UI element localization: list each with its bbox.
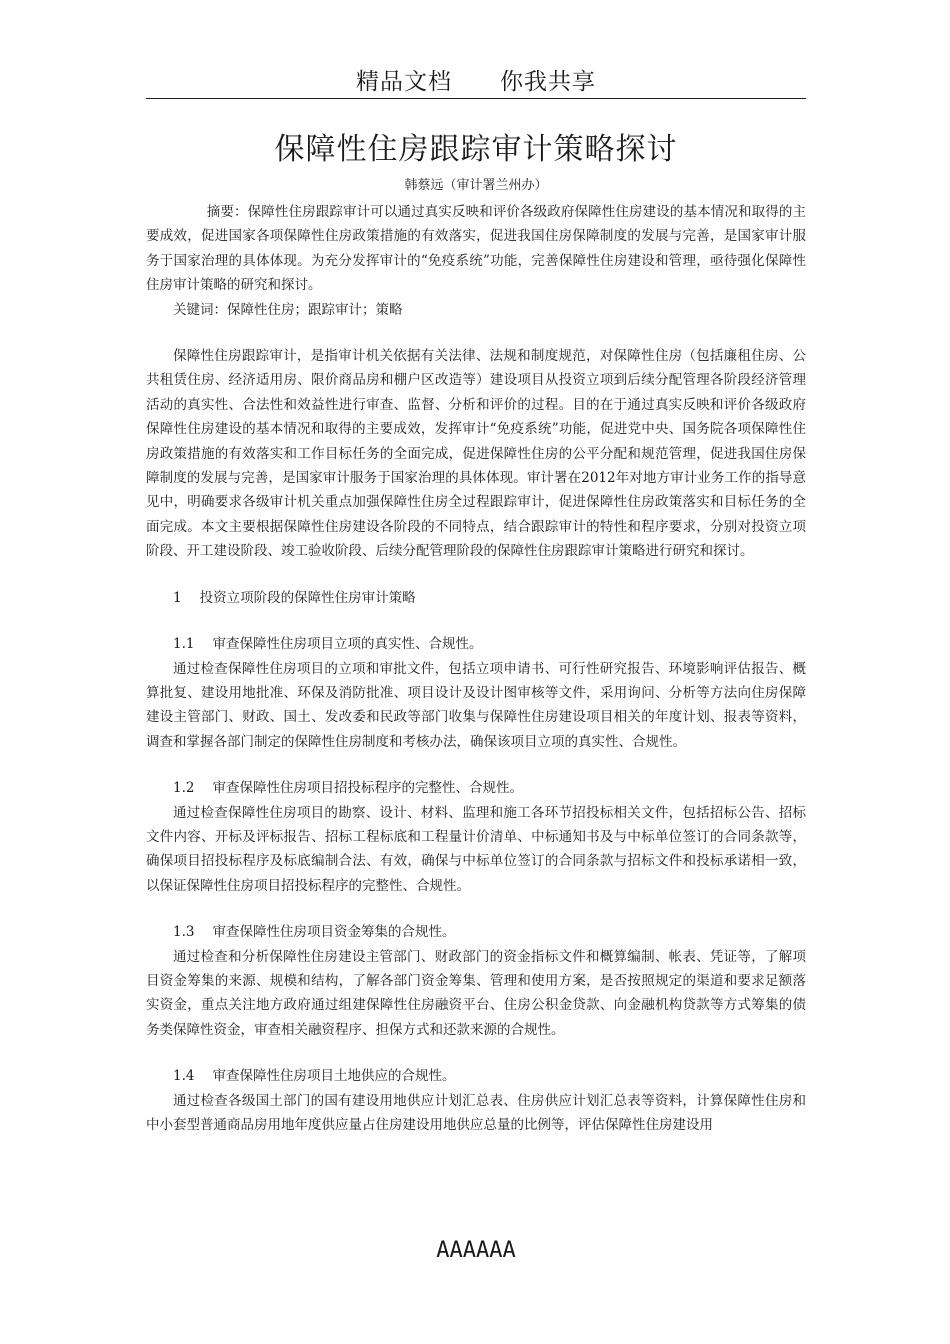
subsection-title: 审查保障性住房项目招投标程序的完整性、合规性。 [212, 780, 523, 797]
subsection-title: 审查保障性住房项目土地供应的合规性。 [212, 1068, 456, 1085]
subsection-number: 1.2 [173, 780, 195, 797]
subsection-1-1-heading [146, 632, 806, 656]
abstract-paragraph: 摘要：保障性住房跟踪审计可以通过真实反映和评价各级政府保障性住房建设的基本情况和取得的主要成效，促进国家各项保障性住房政策措施的有效落实，促进我国住房保障制度的发展与完善，是国家审计服务于国家治理的具体体现。为充分发挥审计的“免疫系统”功能，完善保障性住房建设和管理，亟待强化保障性住房审计策略的研究和探讨。 [146, 204, 806, 294]
subsection-number: 1.4 [173, 1068, 195, 1085]
subsection-title: 审查保障性住房项目资金筹集的合规性。 [212, 924, 456, 941]
subsection-1-2-heading [146, 776, 806, 800]
subsection-number: 1.3 [173, 924, 195, 941]
subsection-1-2-text: 通过检查保障性住房项目的勘察、设计、材料、监理和施工各环节招投标相关文件，包括招标公告、招标文件内容、开标及评标报告、招标工程标底和工程量计价清单、中标通知书及与中标单位签订的合同条款等，确保项目招投标程序及标底编制合法、有效，确保与中标单位签订的合同条款与招标文件和投标承诺相一致，以保证保障性住房项目招投标程序的完整性、合规性。 [146, 804, 806, 894]
section-1-number: 1 [173, 589, 182, 606]
subsection-1-1-text: 通过检查保障性住房项目的立项和审批文件，包括立项申请书、可行性研究报告、环境影响评估报告、概算批复、建设用地批准、环保及消防批准、项目设计及设计图审核等文件，采用询问、分析等方法向住房保障建设主管部门、财政、国土、发改委和民政等部门收集与保障性住房建设项目相关的年度计划、报表等资料，调查和掌握各部门制定的保障性住房制度和考核办法，确保该项目立项的真实性、合规性。 [146, 660, 806, 750]
author-line: 韩蔡远（审计署兰州办） [404, 178, 548, 193]
keywords-line: 关键词：保障性住房；跟踪审计；策略 [173, 301, 403, 318]
section-1-heading [146, 586, 806, 610]
subsection-1-3-heading [146, 920, 806, 944]
section-1-title: 投资立项阶段的保障性住房审计策略 [199, 589, 416, 606]
page-footer: AAAAAA [436, 1238, 516, 1263]
page-header [146, 66, 806, 99]
header-left-text: 精品文档 [356, 69, 452, 95]
subsection-title: 审查保障性住房项目立项的真实性、合规性。 [212, 636, 483, 653]
subsection-1-3-text: 通过检查和分析保障性住房建设主管部门、财政部门的资金指标文件和概算编制、帐表、凭证等，了解项目资金筹集的来源、规模和结构，了解各部门资金筹集、管理和使用方案，是否按照规定的渠道和要求足额落实资金，重点关注地方政府通过组建保障性住房融资平台、住房公积金贷款、向金融机构贷款等方式筹集的债务类保障性资金，审查相关融资程序、担保方式和还款来源的合规性。 [146, 948, 806, 1038]
subsection-number: 1.1 [173, 636, 195, 653]
document-body [146, 200, 806, 1137]
intro-paragraph: 保障性住房跟踪审计，是指审计机关依据有关法律、法规和制度规范，对保障性住房（包括廉租住房、公共租赁住房、经济适用房、限价商品房和棚户区改造等）建设项目从投资立项到后续分配管理各阶段经济管理活动的真实性、合法性和效益性进行审查、监督、分析和评价的过程。目的在于通过真实反映和评价各级政府保障性住房建设的基本情况和取得的主要成效，发挥审计“免疫系统”功能，促进党中央、国务院各项保障性住房政策措施的有效落实和工作目标任务的全面完成，促进保障性住房的公平分配和规范管理，促进我国住房保障制度的发展与完善，是国家审计服务于国家治理的具体体现。审计署在2012年对地方审计业务工作的指导意见中，明确要求各级审计机关重点加强保障性住房全过程跟踪审计，促进保障性住房政策落实和目标任务的全面完成。本文主要根据保障性住房建设各阶段的不同特点，结合跟踪审计的特性和程序要求，分别对投资立项阶段、开工建设阶段、竣工验收阶段、后续分配管理阶段的保障性住房跟踪审计策略进行研究和探讨。 [146, 348, 806, 560]
subsection-1-4-text: 通过检查各级国土部门的国有建设用地供应计划汇总表、住房供应计划汇总表等资料，计算保障性住房和中小套型普通商品房用地年度供应量占住房建设用地供应总量的比例等，评估保障性住房建设用 [146, 1092, 806, 1133]
subsection-1-4-heading [146, 1064, 806, 1088]
header-right-text: 你我共享 [500, 69, 596, 95]
document-title: 保障性住房跟踪审计策略探讨 [274, 132, 678, 167]
